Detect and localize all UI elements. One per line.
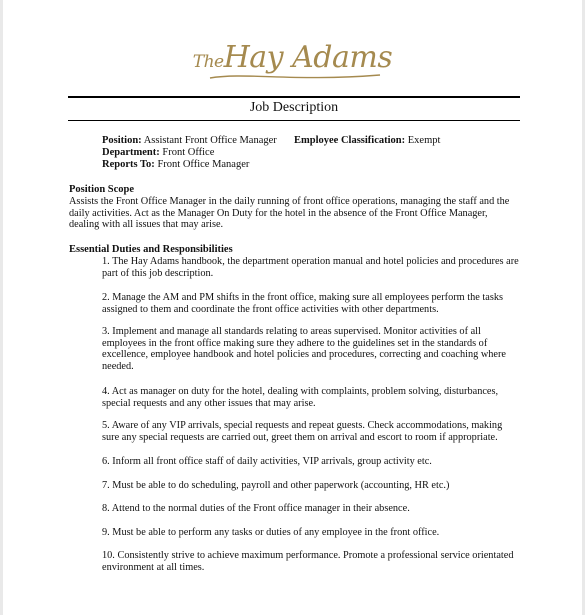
duty-line: 6. Inform all front office staff of daily activities, VIP arrivals, group activity etc. (102, 456, 432, 467)
duty-line: 1. The Hay Adams handbook, the department operation manual and hotel policies and procedures are (102, 256, 519, 267)
logo-the: The (192, 52, 224, 72)
duty-line: employees in the front office making sure they adhere to the guidelines set in the standards of (102, 337, 488, 349)
duty-line: 4. Act as manager on duty for the hotel, dealing with complaints, problem solving, disturbances, (102, 386, 499, 397)
duty-line: 2. Manage the AM and PM shifts in the front office, making sure all employees perform the tasks (102, 292, 504, 303)
department-label: Department: (102, 147, 160, 158)
duty-line: 8. Attend to the normal duties of the Front office manager in their absence. (102, 503, 410, 514)
duty-line: 10. Consistently strive to achieve maximum performance. Promote a professional service orientated (102, 550, 514, 561)
logo-main: Hay Adams (223, 40, 393, 75)
duty-item-9 (102, 527, 522, 539)
duty-item-6 (102, 456, 522, 468)
duty-item-1 (102, 256, 522, 279)
classification-label: Employee Classification: (294, 135, 406, 146)
duty-line: assigned to them and coordinate the front office activities with other departments. (102, 303, 439, 315)
duty-item-3 (102, 326, 522, 372)
scope-line: daily activities. Act as the Manager On Duty for the hotel in the absence of the Front Office Manager, (69, 207, 488, 219)
scope-line: Assists the Front Office Manager in the daily running of front office operations, managing the staff and the (69, 196, 510, 207)
duty-line: special requests and any other issues that may arise. (102, 397, 316, 409)
duty-item-2 (102, 292, 522, 315)
duty-line: environment at all times. (102, 561, 205, 573)
duty-item-4 (102, 386, 522, 409)
position-scope-heading: Position Scope (69, 184, 135, 195)
department-field (102, 147, 214, 159)
duty-item-7 (102, 480, 522, 492)
header-rule-bottom (68, 120, 520, 121)
header-rule-top (68, 96, 520, 98)
classification-value: Exempt (407, 135, 441, 146)
duty-line: 9. Must be able to perform any tasks or duties of any employee in the front office. (102, 527, 440, 538)
classification-field (294, 135, 440, 147)
duty-line: part of this job description. (102, 267, 214, 279)
duties-heading: Essential Duties and Responsibilities (69, 244, 233, 255)
position-label: Position: (102, 135, 142, 146)
position-scope-text (69, 196, 521, 231)
reports-to-field (102, 159, 249, 171)
department-value: Front Office (162, 147, 215, 158)
duty-line: 3. Implement and manage all standards relating to areas supervised. Monitor activities of all (102, 326, 481, 337)
document-title: Job Description (249, 100, 339, 115)
position-field (102, 135, 277, 147)
duty-item-10 (102, 550, 522, 573)
duty-item-5 (102, 420, 522, 443)
reports-to-label: Reports To: (102, 159, 155, 170)
position-value: Assistant Front Office Manager (143, 135, 277, 146)
scope-line: dealing with all issues that may arise. (69, 219, 224, 231)
logo-flourish (205, 70, 385, 84)
duty-line: sure any special requests are carried out, greet them on arrival and escort to room if appropriate. (102, 431, 498, 443)
duty-line: excellence, employee handbook and hotel policies and procedures, correcting and coaching where (102, 349, 506, 361)
duty-line: 5. Aware of any VIP arrivals, special requests and repeat guests. Check accommodations, making (102, 420, 503, 431)
duty-item-8 (102, 503, 522, 515)
page-edge-left (0, 0, 3, 615)
reports-to-value: Front Office Manager (157, 159, 250, 170)
duty-line: needed. (102, 360, 134, 372)
duty-line: 7. Must be able to do scheduling, payroll and other paperwork (accounting, HR etc.) (102, 480, 450, 491)
